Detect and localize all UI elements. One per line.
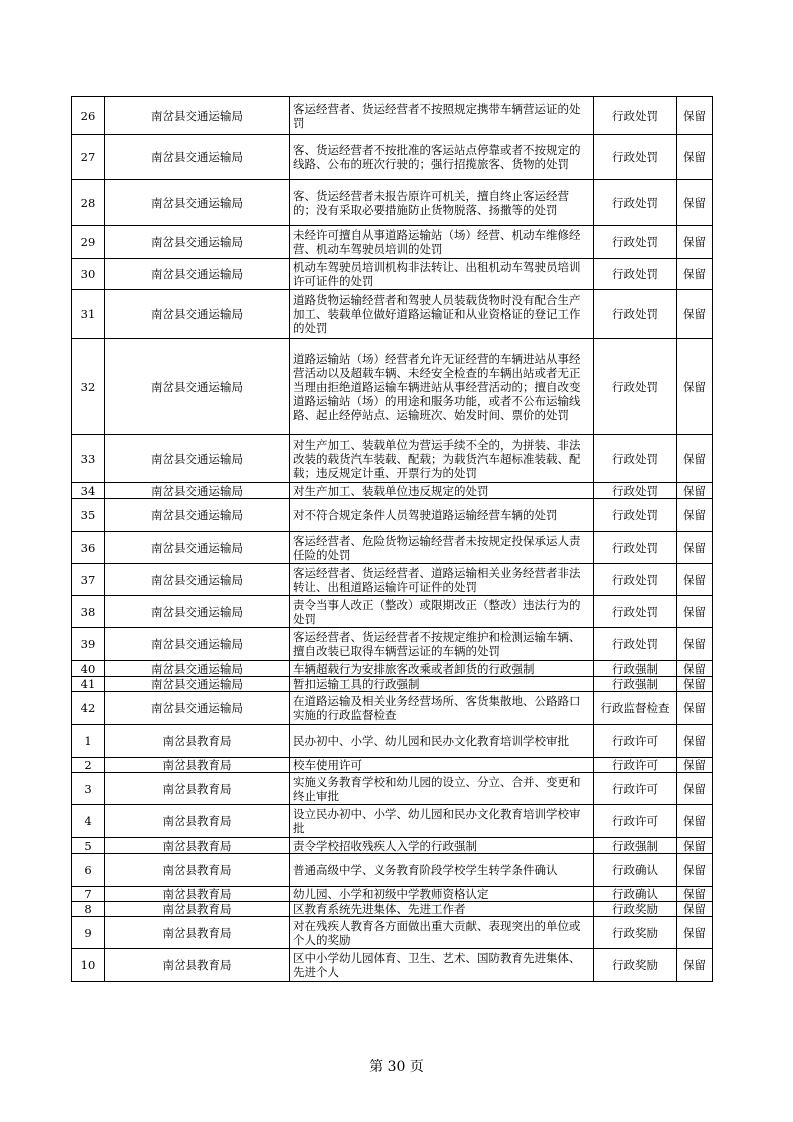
department-cell: 南岔县交通运输局	[105, 483, 290, 499]
department-cell: 南岔县交通运输局	[105, 499, 290, 532]
status-cell: 保留	[677, 805, 713, 838]
category-cell: 行政确认	[594, 887, 677, 902]
category-cell: 行政奖励	[594, 917, 677, 949]
item-name-cell: 客、货运经营者不按批准的客运站点停靠或者不按规定的线路、公布的班次行驶的；强行招揽旅客、货物的处罚	[290, 135, 594, 180]
item-name-cell: 客运经营者、货运经营者不按照规定携带车辆营运证的处罚	[290, 97, 594, 135]
item-name-cell: 客运经营者、危险货物运输经营者未按规定投保承运人责任险的处罚	[290, 532, 594, 564]
row-number: 1	[72, 725, 105, 758]
category-cell: 行政处罚	[594, 532, 677, 564]
department-cell: 南岔县教育局	[105, 887, 290, 902]
item-name-cell: 暂扣运输工具的行政强制	[290, 677, 594, 692]
status-cell: 保留	[677, 499, 713, 532]
table-row	[72, 97, 713, 135]
row-number: 37	[72, 564, 105, 596]
department-cell: 南岔县教育局	[105, 725, 290, 758]
category-cell: 行政强制	[594, 677, 677, 692]
category-cell: 行政处罚	[594, 226, 677, 259]
table-row	[72, 339, 713, 435]
department-cell: 南岔县交通运输局	[105, 180, 290, 226]
category-cell: 行政处罚	[594, 483, 677, 499]
table-row	[72, 758, 713, 773]
row-number: 42	[72, 692, 105, 725]
category-cell: 行政奖励	[594, 902, 677, 917]
row-number: 26	[72, 97, 105, 135]
table-row	[72, 483, 713, 499]
item-name-cell: 未经许可擅自从事道路运输站（场）经营、机动车维修经营、机动车驾驶员培训的处罚	[290, 226, 594, 259]
status-cell: 保留	[677, 135, 713, 180]
table-row	[72, 532, 713, 564]
item-name-cell: 区中小学幼儿园体育、卫生、艺术、国防教育先进集体、先进个人	[290, 949, 594, 982]
table-row	[72, 949, 713, 982]
table-row	[72, 838, 713, 854]
status-cell: 保留	[677, 677, 713, 692]
table-row	[72, 259, 713, 290]
department-cell: 南岔县交通运输局	[105, 692, 290, 725]
item-name-cell: 对生产加工、装载单位为营运手续不全的，为拼装、非法改装的载货汽车装载、配载；为载货汽车超标准装载、配载；违反规定计重、开票行为的处罚	[290, 435, 594, 483]
row-number: 29	[72, 226, 105, 259]
status-cell: 保留	[677, 725, 713, 758]
row-number: 33	[72, 435, 105, 483]
department-cell: 南岔县交通运输局	[105, 628, 290, 661]
row-number: 5	[72, 838, 105, 854]
status-cell: 保留	[677, 435, 713, 483]
category-cell: 行政强制	[594, 838, 677, 854]
item-name-cell: 区教育系统先进集体、先进工作者	[290, 902, 594, 917]
item-name-cell: 责令当事人改正（整改）或限期改正（整改）违法行为的处罚	[290, 596, 594, 628]
status-cell: 保留	[677, 226, 713, 259]
item-name-cell: 民办初中、小学、幼儿园和民办文化教育培训学校审批	[290, 725, 594, 758]
status-cell: 保留	[677, 180, 713, 226]
item-name-cell: 车辆超载行为安排旅客改乘或者卸货的行政强制	[290, 661, 594, 677]
status-cell: 保留	[677, 596, 713, 628]
status-cell: 保留	[677, 483, 713, 499]
table-row	[72, 902, 713, 917]
services-table	[71, 96, 713, 982]
row-number: 28	[72, 180, 105, 226]
category-cell: 行政处罚	[594, 564, 677, 596]
category-cell: 行政许可	[594, 725, 677, 758]
row-number: 41	[72, 677, 105, 692]
category-cell: 行政处罚	[594, 596, 677, 628]
department-cell: 南岔县教育局	[105, 949, 290, 982]
table-row	[72, 596, 713, 628]
row-number: 31	[72, 290, 105, 339]
item-name-cell: 机动车驾驶员培训机构非法转让、出租机动车驾驶员培训许可证件的处罚	[290, 259, 594, 290]
category-cell: 行政处罚	[594, 499, 677, 532]
status-cell: 保留	[677, 773, 713, 805]
department-cell: 南岔县教育局	[105, 854, 290, 887]
department-cell: 南岔县交通运输局	[105, 677, 290, 692]
row-number: 40	[72, 661, 105, 677]
table-row	[72, 435, 713, 483]
item-name-cell: 实施义务教育学校和幼儿园的设立、分立、合并、变更和终止审批	[290, 773, 594, 805]
category-cell: 行政监督检查	[594, 692, 677, 725]
table-row	[72, 290, 713, 339]
item-name-cell: 客运经营者、货运经营者不按规定维护和检测运输车辆、 擅自改装已取得车辆营运证的车辆的处罚	[290, 628, 594, 661]
category-cell: 行政许可	[594, 773, 677, 805]
status-cell: 保留	[677, 949, 713, 982]
department-cell: 南岔县交通运输局	[105, 564, 290, 596]
table-row	[72, 692, 713, 725]
status-cell: 保留	[677, 692, 713, 725]
category-cell: 行政处罚	[594, 135, 677, 180]
category-cell: 行政处罚	[594, 339, 677, 435]
department-cell: 南岔县交通运输局	[105, 661, 290, 677]
row-number: 32	[72, 339, 105, 435]
category-cell: 行政处罚	[594, 628, 677, 661]
table-row	[72, 661, 713, 677]
status-cell: 保留	[677, 838, 713, 854]
row-number: 10	[72, 949, 105, 982]
table-row	[72, 773, 713, 805]
table-row	[72, 135, 713, 180]
department-cell: 南岔县教育局	[105, 758, 290, 773]
department-cell: 南岔县教育局	[105, 902, 290, 917]
row-number: 34	[72, 483, 105, 499]
table-row	[72, 805, 713, 838]
department-cell: 南岔县教育局	[105, 838, 290, 854]
category-cell: 行政许可	[594, 805, 677, 838]
category-cell: 行政处罚	[594, 180, 677, 226]
table-row	[72, 628, 713, 661]
category-cell: 行政处罚	[594, 290, 677, 339]
table-row	[72, 677, 713, 692]
status-cell: 保留	[677, 854, 713, 887]
status-cell: 保留	[677, 532, 713, 564]
category-cell: 行政强制	[594, 661, 677, 677]
item-name-cell: 幼儿园、小学和初级中学教师资格认定	[290, 887, 594, 902]
category-cell: 行政确认	[594, 854, 677, 887]
row-number: 27	[72, 135, 105, 180]
item-name-cell: 客运经营者、货运经营者、道路运输相关业务经营者非法转让、出租道路运输许可证件的处罚	[290, 564, 594, 596]
department-cell: 南岔县交通运输局	[105, 435, 290, 483]
department-cell: 南岔县交通运输局	[105, 259, 290, 290]
row-number: 2	[72, 758, 105, 773]
row-number: 7	[72, 887, 105, 902]
category-cell: 行政奖励	[594, 949, 677, 982]
table-row	[72, 564, 713, 596]
category-cell: 行政处罚	[594, 97, 677, 135]
department-cell: 南岔县教育局	[105, 773, 290, 805]
status-cell: 保留	[677, 97, 713, 135]
row-number: 9	[72, 917, 105, 949]
item-name-cell: 在道路运输及相关业务经营场所、客货集散地、公路路口实施的行政监督检查	[290, 692, 594, 725]
item-name-cell: 客、货运经营者未报告原许可机关，擅自终止客运经营的；没有采取必要措施防止货物脱落、扬撒等的处罚	[290, 180, 594, 226]
department-cell: 南岔县交通运输局	[105, 97, 290, 135]
department-cell: 南岔县交通运输局	[105, 596, 290, 628]
table-row	[72, 887, 713, 902]
item-name-cell: 对生产加工、装载单位违反规定的处罚	[290, 483, 594, 499]
status-cell: 保留	[677, 628, 713, 661]
table-row	[72, 226, 713, 259]
row-number: 4	[72, 805, 105, 838]
row-number: 35	[72, 499, 105, 532]
row-number: 6	[72, 854, 105, 887]
status-cell: 保留	[677, 758, 713, 773]
row-number: 3	[72, 773, 105, 805]
table-row	[72, 917, 713, 949]
category-cell: 行政许可	[594, 758, 677, 773]
table-row	[72, 725, 713, 758]
row-number: 39	[72, 628, 105, 661]
page-number: 第 30 页	[369, 1059, 424, 1075]
item-name-cell: 校车使用许可	[290, 758, 594, 773]
department-cell: 南岔县教育局	[105, 805, 290, 838]
item-name-cell: 对不符合规定条件人员驾驶道路运输经营车辆的处罚	[290, 499, 594, 532]
status-cell: 保留	[677, 564, 713, 596]
department-cell: 南岔县交通运输局	[105, 135, 290, 180]
department-cell: 南岔县交通运输局	[105, 532, 290, 564]
department-cell: 南岔县交通运输局	[105, 339, 290, 435]
row-number: 8	[72, 902, 105, 917]
department-cell: 南岔县交通运输局	[105, 226, 290, 259]
status-cell: 保留	[677, 290, 713, 339]
status-cell: 保留	[677, 259, 713, 290]
status-cell: 保留	[677, 339, 713, 435]
item-name-cell: 道路货物运输经营者和驾驶人员装载货物时没有配合生产加工、装载单位做好道路运输证和从业资格证的登记工作的处罚	[290, 290, 594, 339]
item-name-cell: 设立民办初中、小学、幼儿园和民办文化教育培训学校审批	[290, 805, 594, 838]
row-number: 30	[72, 259, 105, 290]
table-row	[72, 180, 713, 226]
row-number: 36	[72, 532, 105, 564]
department-cell: 南岔县教育局	[105, 917, 290, 949]
category-cell: 行政处罚	[594, 259, 677, 290]
status-cell: 保留	[677, 661, 713, 677]
row-number: 38	[72, 596, 105, 628]
table-body	[72, 97, 713, 982]
status-cell: 保留	[677, 917, 713, 949]
item-name-cell: 责令学校招收残疾人入学的行政强制	[290, 838, 594, 854]
table-row	[72, 499, 713, 532]
department-cell: 南岔县交通运输局	[105, 290, 290, 339]
item-name-cell: 对在残疾人教育各方面做出重大贡献、表现突出的单位或个人的奖励	[290, 917, 594, 949]
status-cell: 保留	[677, 902, 713, 917]
item-name-cell: 道路运输站（场）经营者允许无证经营的车辆进站从事经营活动以及超载车辆、未经安全检查的车辆出站或者无正当理由拒绝道路运输车辆进站从事经营活动的；擅自改变道路运输站（场）的用途和服务功能，或者不公布运输线路、起止经停站点、运输班次、始发时间、票价的处罚	[290, 339, 594, 435]
table-row	[72, 854, 713, 887]
item-name-cell: 普通高级中学、义务教育阶段学校学生转学条件确认	[290, 854, 594, 887]
category-cell: 行政处罚	[594, 435, 677, 483]
status-cell: 保留	[677, 887, 713, 902]
